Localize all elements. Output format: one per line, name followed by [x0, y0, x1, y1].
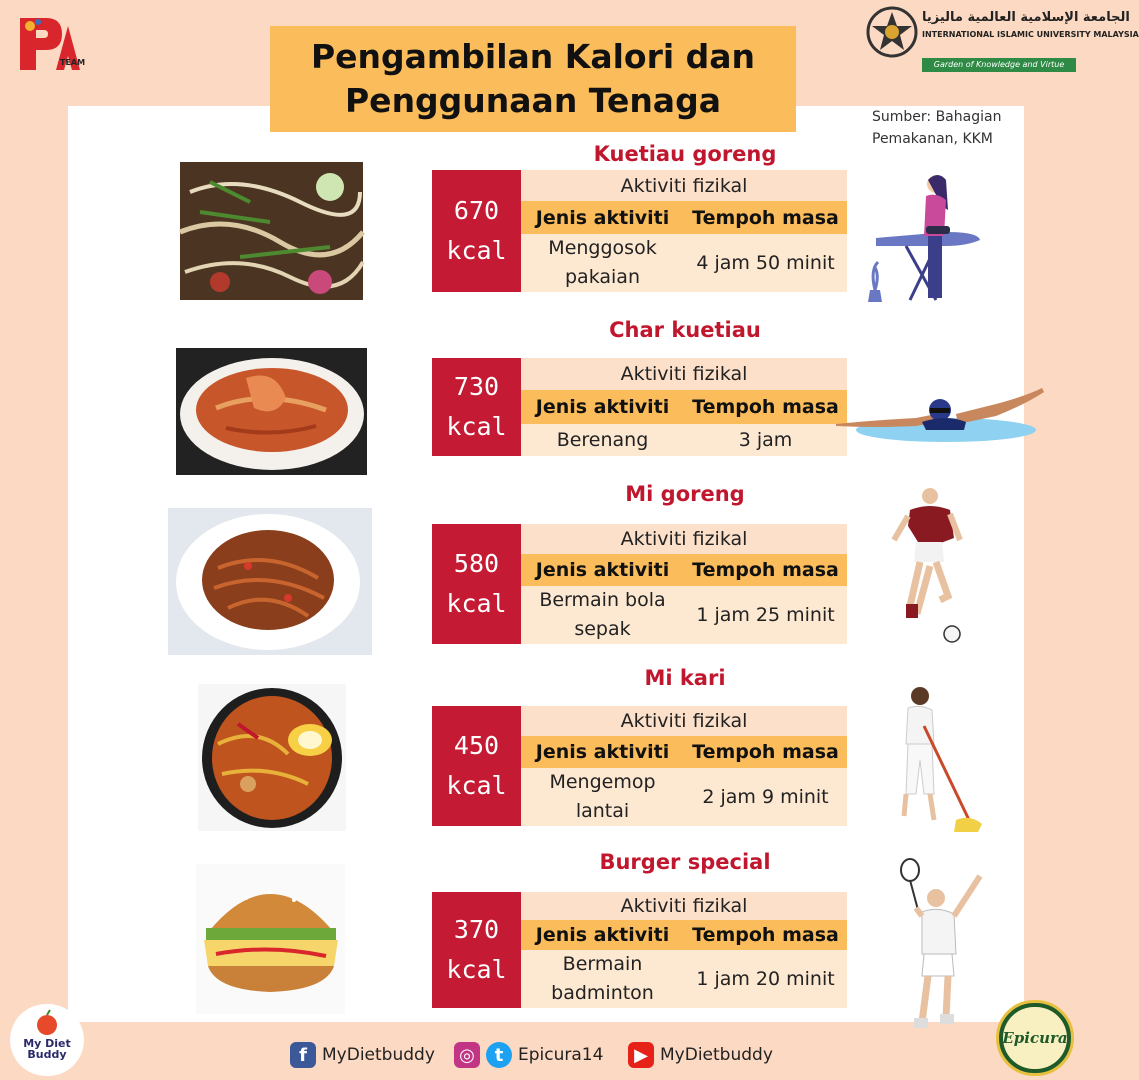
kuetiau-goreng-image — [180, 162, 363, 300]
kcal-box — [432, 358, 521, 456]
food-name: Kuetiau goreng — [593, 142, 777, 166]
apple-icon — [32, 1010, 62, 1036]
activity-header: Aktiviti fizikal — [521, 170, 847, 201]
activity-type: Bermain bola sepak — [539, 589, 666, 640]
duration-header: Tempoh masa — [692, 396, 839, 418]
youtube-handle: MyDietbuddy — [660, 1045, 773, 1065]
kcal-value: 580 — [453, 549, 500, 578]
column-headers — [521, 920, 847, 950]
iium-english-name: INTERNATIONAL ISLAMIC UNIVERSITY MALAYSIA — [922, 30, 1139, 39]
page-title — [270, 26, 796, 132]
activity-duration: 3 jam — [738, 428, 793, 451]
badminton-player-icon — [892, 858, 992, 1038]
activity-header: Aktiviti fizikal — [521, 706, 847, 736]
iium-logo — [866, 4, 1139, 74]
kcal-value: 670 — [453, 196, 500, 225]
mi-kari-image — [198, 684, 346, 831]
type-header: Jenis aktiviti — [535, 741, 670, 764]
kcal-unit: kcal — [446, 771, 507, 800]
epicura-badge — [996, 1000, 1074, 1076]
burger-special-image — [196, 864, 345, 1014]
duration-header: Tempoh masa — [692, 206, 839, 229]
football-player-icon — [888, 486, 968, 646]
column-headers — [521, 390, 847, 424]
table-row — [521, 950, 847, 1008]
table-row — [521, 768, 847, 826]
kcal-unit: kcal — [446, 955, 507, 984]
food-name: Mi goreng — [625, 482, 745, 506]
kcal-box — [432, 524, 521, 644]
activity-header: Aktiviti fizikal — [521, 524, 847, 554]
facebook-link[interactable] — [290, 1040, 435, 1070]
kcal-unit: kcal — [446, 412, 507, 441]
team-label: TEAM — [60, 58, 86, 67]
epicura-label: Epicura — [1002, 1029, 1068, 1047]
epicura-handle: Epicura14 — [518, 1045, 604, 1065]
activity-type: Menggosok pakaian — [548, 237, 657, 288]
kcal-box — [432, 892, 521, 1008]
pa-team-logo — [16, 12, 86, 72]
activity-table — [521, 892, 847, 1008]
mydietbuddy-line-1: My Diet — [23, 1037, 71, 1050]
activity-header: Aktiviti fizikal — [521, 358, 847, 390]
source-note — [872, 106, 1022, 150]
mydietbuddy-logo — [10, 1004, 84, 1076]
activity-duration: 1 jam 20 minit — [696, 967, 835, 990]
source-line-2: Pemakanan, KKM — [872, 131, 993, 147]
mopping-icon — [890, 686, 982, 834]
youtube-icon: ▶ — [628, 1042, 654, 1068]
activity-table — [521, 706, 847, 826]
source-line-1: Sumber: Bahagian — [872, 109, 1002, 125]
kcal-box — [432, 706, 521, 826]
facebook-handle: MyDietbuddy — [322, 1045, 435, 1065]
duration-header: Tempoh masa — [692, 924, 839, 947]
activity-type: Berenang — [556, 428, 649, 451]
iium-tagline: Garden of Knowledge and Virtue — [922, 58, 1076, 72]
food-name: Burger special — [599, 850, 771, 874]
type-header: Jenis aktiviti — [535, 924, 670, 947]
title-line-2: Penggunaan Tenaga — [345, 81, 721, 120]
kcal-value: 370 — [453, 915, 500, 944]
column-headers — [521, 554, 847, 586]
swimming-icon — [836, 384, 1046, 446]
column-headers — [521, 736, 847, 768]
instagram-twitter-link[interactable] — [454, 1040, 603, 1070]
duration-header: Tempoh masa — [692, 559, 839, 582]
ironing-icon — [866, 170, 986, 304]
iium-arabic-name: الجامعة الإسلامية العالمية ماليزيا — [922, 10, 1130, 25]
type-header: Jenis aktiviti — [535, 396, 670, 418]
char-kuetiau-image — [176, 348, 367, 475]
food-name: Mi kari — [644, 666, 726, 690]
activity-type: Bermain badminton — [551, 953, 654, 1004]
kcal-unit: kcal — [446, 589, 507, 618]
kcal-box — [432, 170, 521, 292]
activity-table — [521, 170, 847, 292]
duration-header: Tempoh masa — [692, 741, 839, 764]
activity-table — [521, 524, 847, 644]
activity-duration: 1 jam 25 minit — [696, 603, 835, 626]
twitter-icon: t — [486, 1042, 512, 1068]
instagram-icon: ◎ — [454, 1042, 480, 1068]
table-row — [521, 586, 847, 644]
table-row — [521, 234, 847, 292]
mydietbuddy-line-2: Buddy — [27, 1048, 67, 1061]
kcal-value: 730 — [453, 372, 500, 401]
activity-table — [521, 358, 847, 456]
column-headers — [521, 201, 847, 234]
activity-duration: 2 jam 9 minit — [702, 785, 829, 808]
activity-header: Aktiviti fizikal — [521, 892, 847, 920]
activity-type: Mengemop lantai — [549, 771, 656, 822]
kcal-value: 450 — [453, 731, 500, 760]
iium-emblem-icon — [866, 6, 918, 58]
type-header: Jenis aktiviti — [535, 206, 670, 229]
youtube-link[interactable] — [628, 1040, 773, 1070]
table-row — [521, 424, 847, 456]
facebook-icon: f — [290, 1042, 316, 1068]
activity-duration: 4 jam 50 minit — [696, 251, 835, 274]
type-header: Jenis aktiviti — [535, 559, 670, 582]
mi-goreng-image — [168, 508, 372, 655]
kcal-unit: kcal — [446, 236, 507, 265]
title-line-1: Pengambilan Kalori dan — [310, 37, 756, 76]
food-name: Char kuetiau — [609, 318, 761, 342]
